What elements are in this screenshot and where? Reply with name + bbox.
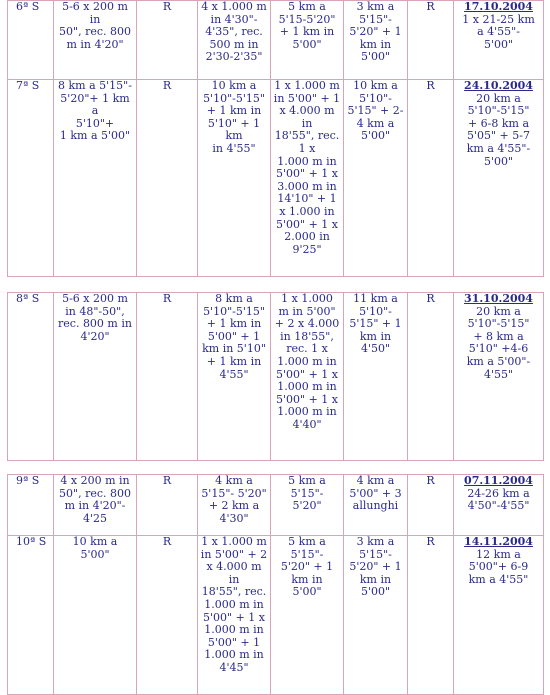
cell-line: 500 m in xyxy=(209,37,259,51)
cell-line: 1.000 m in xyxy=(277,354,337,368)
week-label: 10ª S xyxy=(16,535,47,548)
cell-line: 1.000 m in xyxy=(277,154,337,168)
cell-line: + 8 km a xyxy=(473,329,524,343)
rest-label: R xyxy=(426,474,435,487)
cell-line: 50", rec. 800 xyxy=(59,25,131,39)
cell-line: 4'50" xyxy=(360,342,391,356)
cell-line: 5'00" xyxy=(292,37,322,51)
cell-line: 5'15"- xyxy=(359,12,392,26)
cell-line: 5 km a xyxy=(288,535,326,548)
cell-line: 5'05" + 5-7 xyxy=(466,129,530,143)
cell-line: 1 km a 5'00" xyxy=(59,129,131,143)
cell-line: 2.000 in xyxy=(284,230,330,244)
cell-line: 14'10" + 1 xyxy=(277,192,337,206)
table-row xyxy=(8,475,544,536)
long-run-cell xyxy=(454,475,544,536)
cell-line: 4'50"-4'55" xyxy=(467,499,530,513)
cell-line: allunghi xyxy=(352,499,399,513)
rest-label: R xyxy=(162,292,172,305)
week-label: 8ª S xyxy=(16,292,40,305)
cell-line: 9'25" xyxy=(292,242,322,256)
cell-line: 5'10"+ xyxy=(75,116,115,130)
cell-line: 5'15" + 2- xyxy=(347,104,404,118)
date-label: 24.10.2004 xyxy=(464,79,533,92)
week-label: 9ª S xyxy=(16,474,40,487)
cell-line: in 4'55" xyxy=(212,141,256,155)
cell-line: 5'10"- xyxy=(359,91,392,105)
cell-line: 5'00" + 3 xyxy=(349,486,402,500)
cell-line: 18'55", rec. xyxy=(201,585,267,599)
long-run-cell xyxy=(454,80,544,277)
rest-label: R xyxy=(426,79,435,92)
cell-line: 5'10"-5'15" xyxy=(467,317,530,331)
workout-cell xyxy=(137,475,198,536)
training-table-1 xyxy=(7,0,544,277)
cell-line: 5'00" xyxy=(292,585,322,599)
cell-line: 5'00" xyxy=(80,547,110,561)
cell-line: in 4'30"- xyxy=(210,12,258,26)
workout-cell xyxy=(137,80,198,277)
cell-line: m in 4'20"- xyxy=(64,499,126,513)
workout-cell xyxy=(408,80,454,277)
cell-line: 4 x 1.000 m xyxy=(201,0,267,13)
workout-cell xyxy=(271,80,344,277)
cell-line: 1 x xyxy=(298,141,316,155)
workout-cell xyxy=(344,475,408,536)
cell-line: + 1 km in xyxy=(206,354,262,368)
cell-line: 5'15"- 5'20" xyxy=(201,486,267,500)
cell-line: 5'15-5'20" xyxy=(278,12,336,26)
cell-line: 4'45" xyxy=(219,660,249,674)
rest-label: R xyxy=(426,292,435,305)
cell-line: x 4.000 m in xyxy=(279,104,335,130)
cell-line: 1.000 m in xyxy=(204,597,264,611)
cell-line: 3 km a xyxy=(356,535,395,548)
cell-line: 8 km a xyxy=(215,292,253,305)
workout-cell xyxy=(408,1,454,80)
rest-label: R xyxy=(162,474,172,487)
date-label: 14.11.2004 xyxy=(464,535,533,548)
cell-line: 5'15"- xyxy=(359,547,392,561)
cell-line: 5'00"+ 6-9 xyxy=(468,560,529,574)
table-row xyxy=(8,1,544,80)
rest-label: R xyxy=(162,535,172,548)
cell-line: 5'20"+ 1 km a xyxy=(60,91,130,118)
cell-line: 5-6 x 200 m xyxy=(62,292,128,305)
rest-label: R xyxy=(162,79,172,92)
cell-line: 18'55", rec. xyxy=(274,129,340,143)
cell-line: + 2 x 4.000 xyxy=(274,317,340,331)
cell-line: + 1 km in xyxy=(279,25,335,39)
cell-line: 5'15"- xyxy=(290,486,324,500)
cell-line: a 4'55"- xyxy=(477,25,520,39)
table-row xyxy=(8,80,544,277)
workout-cell xyxy=(137,536,198,695)
rest-label: R xyxy=(162,0,172,13)
cell-line: 5'00" + 1 x xyxy=(276,367,338,381)
cell-line: 5'20" + 1 xyxy=(280,560,334,574)
cell-line: 5 km a xyxy=(288,474,326,487)
cell-line: 5 km a xyxy=(288,0,326,13)
workout-cell xyxy=(344,1,408,80)
cell-line: 10 km a xyxy=(211,79,257,92)
cell-line: 5'10"-5'15" xyxy=(203,91,265,105)
cell-line: 10 km a xyxy=(72,535,118,548)
week-cell xyxy=(8,1,54,80)
cell-line: km a 4'55"- xyxy=(466,141,531,155)
workout-cell xyxy=(271,475,344,536)
cell-line: 5'00" + 1 x xyxy=(276,217,338,231)
workout-cell xyxy=(344,80,408,277)
cell-line: 5'20" + 1 xyxy=(349,25,402,39)
cell-line: + 6-8 km a xyxy=(467,116,530,130)
week-cell xyxy=(8,475,54,536)
workout-cell xyxy=(54,80,137,277)
cell-line: 4'25 xyxy=(82,511,108,525)
cell-line: 4'20" xyxy=(80,329,110,343)
cell-line: 5'00" xyxy=(360,585,391,599)
date-label: 17.10.2004 xyxy=(464,0,533,13)
cell-line: 4'55" xyxy=(483,367,514,381)
cell-line: x 4.000 m in xyxy=(206,560,262,586)
cell-line: km in 5'10" xyxy=(202,342,266,356)
cell-line: 5'00" xyxy=(360,129,391,143)
cell-line: in 5'00" + 1 xyxy=(273,91,341,105)
cell-line: 5'00" + 1 x xyxy=(276,167,338,181)
cell-line: + 1 km in xyxy=(206,317,262,331)
cell-line: rec. 800 m in xyxy=(58,317,132,331)
table-row xyxy=(8,536,544,695)
cell-line: 12 km a xyxy=(476,547,521,561)
cell-line: 5'00" xyxy=(483,154,514,168)
workout-cell xyxy=(408,536,454,695)
workout-cell xyxy=(198,293,271,461)
week-cell xyxy=(8,80,54,277)
cell-line: 5'00" + 1 xyxy=(207,635,261,649)
cell-line: 1 x 1.000 m xyxy=(201,535,267,548)
workout-cell xyxy=(137,293,198,461)
cell-line: 1.000 m in xyxy=(277,405,337,419)
cell-line: 1.000 m in xyxy=(204,648,264,662)
workout-cell xyxy=(271,1,344,80)
week-label: 7ª S xyxy=(16,79,40,92)
cell-line: km in xyxy=(359,37,392,51)
cell-line: m in 4'20" xyxy=(66,37,124,51)
workout-cell xyxy=(137,1,198,80)
workout-cell xyxy=(198,475,271,536)
cell-line: 20 km a xyxy=(476,91,521,105)
workout-cell xyxy=(408,293,454,461)
cell-line: 1.000 m in xyxy=(204,623,264,637)
cell-line: 8 km a 5'15"- xyxy=(58,79,132,92)
cell-line: 20 km a xyxy=(476,304,521,318)
cell-line: 1 x 1.000 xyxy=(281,292,333,305)
cell-line: 1.000 m in xyxy=(277,380,337,394)
cell-line: 4 x 200 m in xyxy=(60,474,130,487)
cell-line: m in 5'00" xyxy=(278,304,336,318)
cell-line: 5'20" + 1 xyxy=(349,560,402,574)
cell-line: 5'10"-5'15" xyxy=(203,304,265,318)
date-label: 07.11.2004 xyxy=(464,474,533,487)
cell-line: 24-26 km a xyxy=(467,486,530,500)
cell-line: 50", rec. 800 xyxy=(59,486,131,500)
cell-line: 5'10"-5'15" xyxy=(467,104,530,118)
rest-label: R xyxy=(426,535,435,548)
date-label: 31.10.2004 xyxy=(464,292,533,305)
workout-cell xyxy=(271,293,344,461)
cell-line: 3 km a xyxy=(356,0,395,13)
cell-line: 5'00" + 1 xyxy=(207,329,261,343)
cell-line: 11 km a xyxy=(353,292,398,305)
cell-line: 5'20" xyxy=(292,499,322,513)
cell-line: 5'00" xyxy=(483,37,514,51)
long-run-cell xyxy=(454,293,544,461)
cell-line: 3.000 m in xyxy=(277,179,337,193)
cell-line: 4'35", rec. xyxy=(205,25,263,39)
cell-line: rec. 1 x xyxy=(286,342,328,356)
cell-line: 4'40" xyxy=(292,417,322,431)
week-label: 6ª S xyxy=(16,0,40,13)
cell-line: km a 5'00"- xyxy=(466,354,531,368)
cell-line: 5'00" + 1 x xyxy=(276,392,338,406)
cell-line: in 5'00" + 2 xyxy=(200,547,268,561)
long-run-cell xyxy=(454,536,544,695)
workout-cell xyxy=(271,536,344,695)
workout-cell xyxy=(54,536,137,695)
cell-line: in 48"-50", xyxy=(65,304,125,318)
cell-line: 10 km a xyxy=(353,79,398,92)
cell-line: 5'00" xyxy=(360,50,391,64)
cell-line: km a 4'55" xyxy=(468,572,529,586)
cell-line: 4'55" xyxy=(219,367,249,381)
rest-label: R xyxy=(426,0,435,13)
workout-cell xyxy=(344,293,408,461)
workout-cell xyxy=(198,1,271,80)
workout-cell xyxy=(54,475,137,536)
table-row xyxy=(8,293,544,461)
cell-line: x 1.000 in xyxy=(279,204,335,218)
workout-cell xyxy=(54,293,137,461)
cell-line: km in xyxy=(359,572,392,586)
week-cell xyxy=(8,536,54,695)
workout-cell xyxy=(344,536,408,695)
cell-line: + 1 km in xyxy=(206,104,262,118)
workout-cell xyxy=(198,536,271,695)
cell-line: 5'15" + 1 xyxy=(349,317,402,331)
cell-line: 2'30-2'35" xyxy=(205,50,263,64)
cell-line: 4 km a xyxy=(356,474,395,487)
cell-line: km in xyxy=(359,329,392,343)
cell-line: 4'30" xyxy=(219,511,249,525)
workout-cell xyxy=(198,80,271,277)
cell-line: in 18'55", xyxy=(280,329,334,343)
training-table-3 xyxy=(7,474,544,695)
cell-line: 4 km a xyxy=(356,116,395,130)
cell-line: 1 x 1.000 m xyxy=(274,79,340,92)
cell-line: 5'10"- xyxy=(359,304,392,318)
cell-line: 1 x 21-25 km xyxy=(462,12,535,26)
cell-line: 5'15"- xyxy=(290,547,324,561)
cell-line: 5'00" + 1 x xyxy=(203,610,265,624)
cell-line: 5'10" +4-6 xyxy=(468,342,529,356)
cell-line: + 2 km a xyxy=(208,499,260,513)
workout-cell xyxy=(54,1,137,80)
cell-line: km in xyxy=(291,572,323,586)
cell-line: 5'10" + 1 km xyxy=(207,116,261,143)
workout-cell xyxy=(408,475,454,536)
training-table-2 xyxy=(7,292,544,461)
cell-line: 5-6 x 200 m in xyxy=(62,0,128,26)
long-run-cell xyxy=(454,1,544,80)
week-cell xyxy=(8,293,54,461)
cell-line: 4 km a xyxy=(215,474,253,487)
